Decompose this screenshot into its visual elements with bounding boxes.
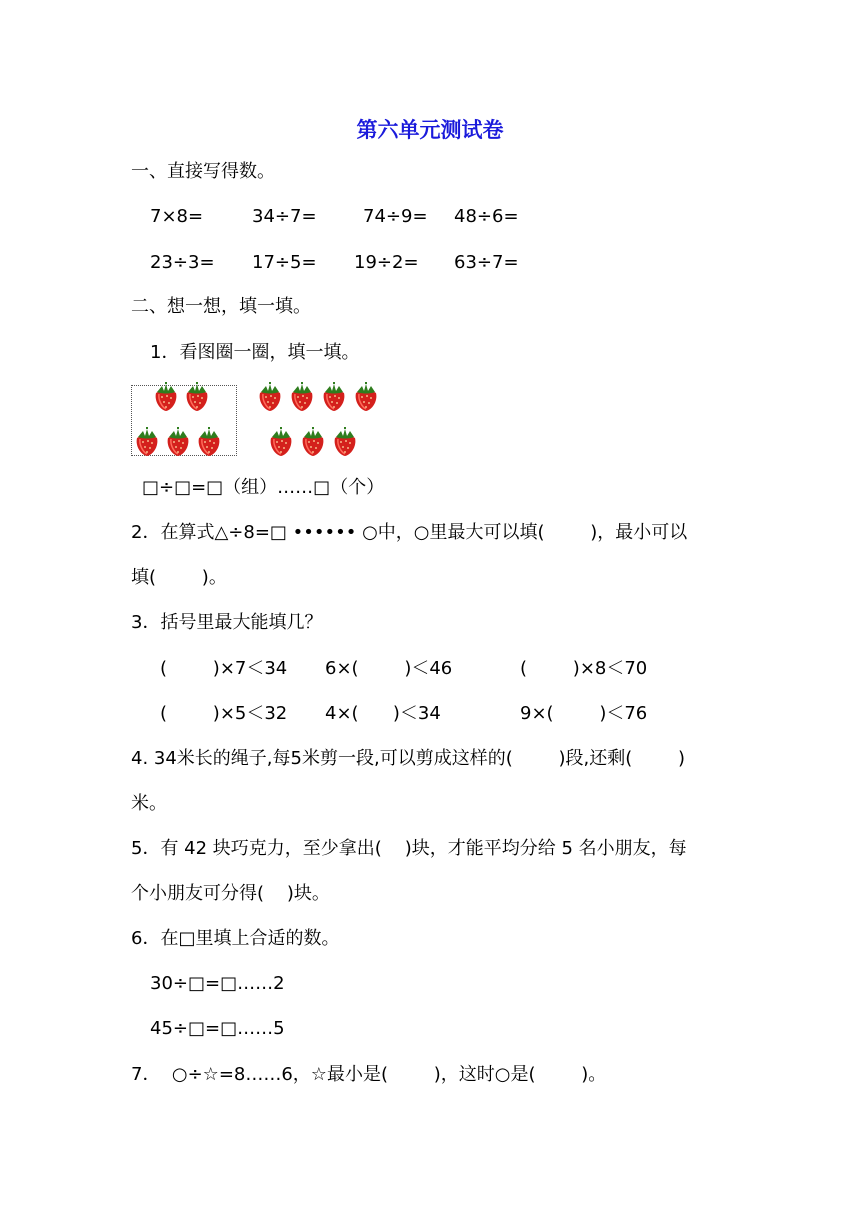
calc-item: 63÷7= bbox=[454, 252, 519, 273]
inequality-item: 9×( )＜76 bbox=[520, 703, 648, 724]
question-2-line-1: 2．在算式△÷8=□ •••••• ○中，○里最大可以填( )，最小可以 bbox=[131, 522, 688, 543]
strawberry-icon bbox=[321, 382, 347, 412]
calc-item: 74÷9= bbox=[363, 206, 428, 227]
inequality-item: 6×( )＜46 bbox=[325, 658, 453, 679]
inequality-item: ( )×5＜32 bbox=[160, 703, 288, 724]
strawberry-icon bbox=[300, 427, 326, 457]
strawberry-icon bbox=[257, 382, 283, 412]
strawberry-icon bbox=[332, 427, 358, 457]
question-6-text: 6．在□里填上合适的数。 bbox=[131, 928, 340, 949]
calc-item: 48÷6= bbox=[454, 206, 519, 227]
inequality-item: ( )×8＜70 bbox=[520, 658, 648, 679]
calc-item: 23÷3= bbox=[150, 252, 215, 273]
strawberry-icon bbox=[153, 382, 179, 412]
question-6-eq-1: 30÷□=□……2 bbox=[150, 973, 285, 994]
question-6-eq-2: 45÷□=□……5 bbox=[150, 1018, 285, 1039]
question-3-text: 3．括号里最大能填几？ bbox=[131, 612, 323, 633]
calc-item: 7×8= bbox=[150, 206, 204, 227]
calc-item: 19÷2= bbox=[354, 252, 419, 273]
strawberry-icon bbox=[268, 427, 294, 457]
inequality-item: ( )×7＜34 bbox=[160, 658, 288, 679]
section-1-heading: 一、直接写得数。 bbox=[131, 161, 275, 182]
strawberry-icon bbox=[289, 382, 315, 412]
question-5-line-2: 个小朋友可分得( )块。 bbox=[131, 883, 330, 904]
calc-item: 34÷7= bbox=[252, 206, 317, 227]
calc-item: 17÷5= bbox=[252, 252, 317, 273]
question-4-line-1: 4. 34米长的绳子,每5米剪一段,可以剪成这样的( )段,还剩( ) bbox=[131, 748, 686, 769]
question-1-text: 1．看图圈一圈，填一填。 bbox=[150, 342, 360, 363]
strawberry-icon bbox=[353, 382, 379, 412]
strawberry-icon bbox=[165, 427, 191, 457]
strawberry-icon bbox=[184, 382, 210, 412]
question-7-text: 7． ○÷☆=8……6，☆最小是( )，这时○是( )。 bbox=[131, 1064, 607, 1085]
strawberry-icon bbox=[196, 427, 222, 457]
question-2-line-2: 填( )。 bbox=[131, 567, 227, 588]
section-2-heading: 二、想一想，填一填。 bbox=[131, 296, 311, 317]
question-5-line-1: 5．有 42 块巧克力，至少拿出( )块，才能平均分给 5 名小朋友，每 bbox=[131, 838, 687, 859]
inequality-item: 4×( )＜34 bbox=[325, 703, 441, 724]
strawberry-icon bbox=[134, 427, 160, 457]
question-1-formula: □÷□=□（组）……□（个） bbox=[142, 477, 385, 498]
page-title: 第六单元测试卷 bbox=[356, 118, 504, 142]
question-4-line-2: 米。 bbox=[131, 793, 167, 814]
